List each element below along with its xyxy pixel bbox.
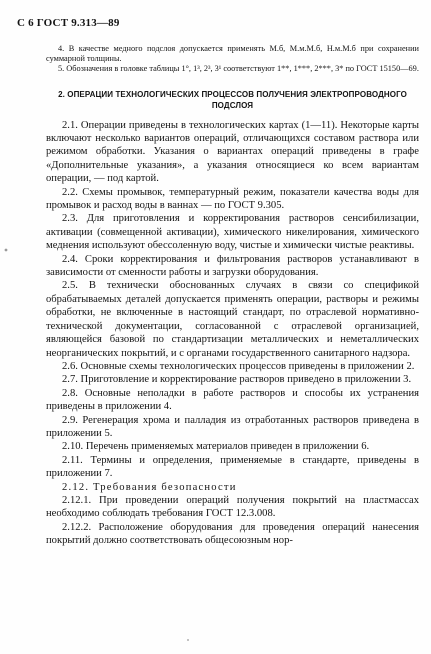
paragraph-2-5: 2.5. В технически обоснованных случаях в связи со спецификой обрабатываемых деталей допускается применять операции, растворы и режимы обработки, не включенные в настоящий стандарт, по отраслевой нормативно-технической документации, согласованной с отраслевой организацией, являющейся базовой по стандартизации металлических и неметаллических неорганических покрытий, и с органами государственного санитарного надзора. (46, 280, 419, 359)
paragraph-2-7: 2.7. Приготовление и корректирование растворов приведено в приложении 3. (62, 374, 412, 386)
paragraph-2-10: 2.10. Перечень применяемых материалов приведен в приложении 6. (62, 441, 370, 453)
footnote-4: 4. В качестве медного подслоя допускается применять М.б, М.м.М.б, Н.м.М.б при сохранении суммарной толщины. (46, 44, 419, 64)
paragraph-2-2: 2.2. Схемы промывок, температурный режим, показатели качества воды для промывок и расход воды в ваннах — по ГОСТ 9.305. (46, 186, 419, 212)
paragraph-2-12-2: 2.12.2. Расположение оборудования для проведения операций нанесения покрытий должно соответствовать общесоюзным нор- (46, 521, 419, 547)
footnote-5: 5. Обозначения в головке таблицы 1°, 1³, 2³, 3¹ соответствуют 1**, 1***, 2***, 3* по ГОСТ 15150—69. (58, 64, 419, 74)
paragraph-2-1: 2.1. Операции приведены в технологических картах (1—11). Некоторые карты включают несколько вариантов операций, отличающихся составом раствора или режимом обработки. Указания о вариантах операций приведены в графе «Дополнительные указания», а указания относящиеся ко всем вариантам операции, — под картой. (46, 119, 419, 185)
paragraph-2-6: 2.6. Основные схемы технологических процессов приведены в приложении 2. (62, 360, 415, 372)
paragraph-2-9: 2.9. Регенерация хрома и палладия из отработанных растворов приведена в приложении 5. (46, 414, 419, 439)
paragraph-2-3: 2.3. Для приготовления и корректирования растворов сенсибилизации, активации (совмещенной активации), химического никелирования, химического меднения используют обессоленную воду, чистые и химически чистые реактивы. (46, 213, 419, 252)
section-title: 2. ОПЕРАЦИИ ТЕХНОЛОГИЧЕСКИХ ПРОЦЕССОВ ПОЛУЧЕНИЯ ЭЛЕКТРОПРОВОДНОГО ПОДСЛОЯ (58, 89, 407, 110)
page-header: С 6 ГОСТ 9.313—89 (17, 17, 120, 29)
scan-speck (5, 249, 8, 252)
scan-speck (187, 639, 189, 641)
paragraph-2-11: 2.11. Термины и определения, применяемые в стандарте, приведены в приложении 7. (46, 454, 419, 480)
paragraph-2-12-1: 2.12.1. При проведении операций получения покрытий на пластмассах необходимо соблюдать требования ГОСТ 12.3.008. (46, 494, 419, 520)
paragraph-2-4: 2.4. Сроки корректирования и фильтрования растворов устанавливают в зависимости от сменности работы и загрузки оборудования. (46, 253, 419, 279)
safety-heading: 2.12. Требования безопасности (62, 481, 237, 493)
paragraph-2-8: 2.8. Основные неполадки в работе растворов и способы их устранения приведены в приложении 4. (46, 387, 419, 413)
